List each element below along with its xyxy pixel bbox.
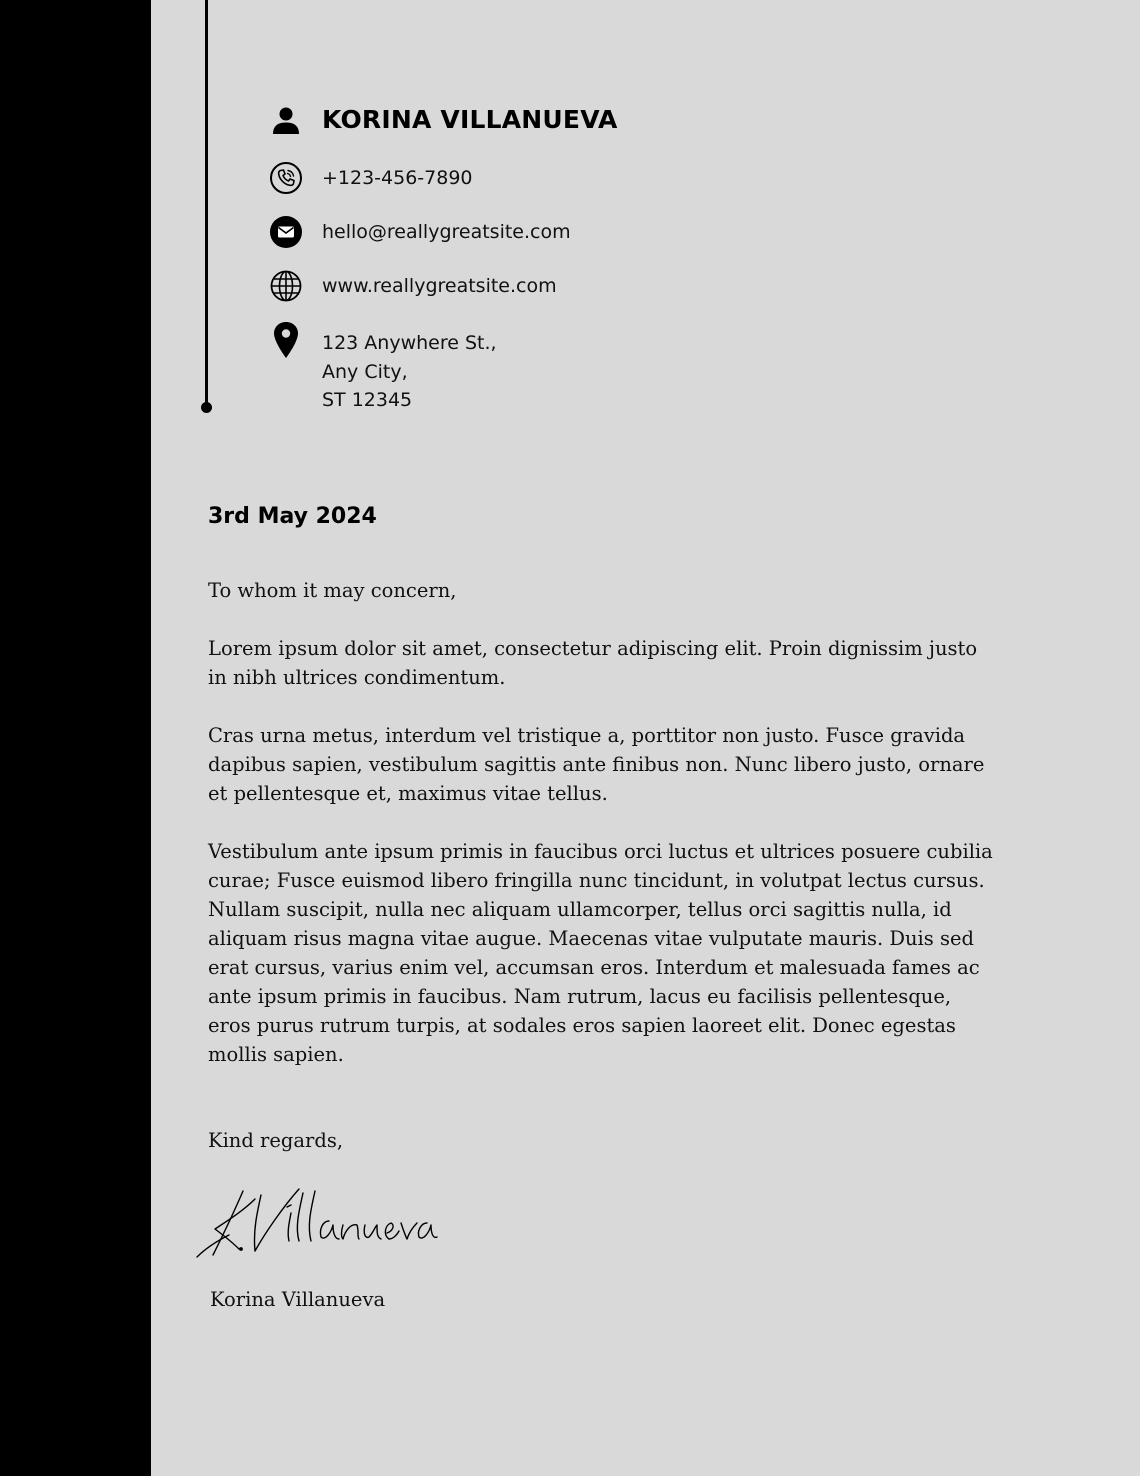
person-icon [268, 102, 304, 138]
paragraph-1: Lorem ipsum dolor sit amet, consectetur adipiscing elit. Proin dignissim justo in nibh ultrices condimentum. [208, 637, 978, 689]
phone-number: +123-456-7890 [322, 167, 473, 189]
website-url: www.reallygreatsite.com [322, 275, 557, 297]
mail-icon [268, 214, 304, 250]
location-pin-icon [268, 322, 304, 358]
closing: Kind regards, [208, 1129, 344, 1152]
contact-name-row [268, 102, 688, 138]
address-line-2: Any City, [322, 360, 408, 383]
sender-name: KORINA VILLANUEVA [322, 105, 618, 134]
contact-email-row [268, 214, 688, 250]
address-line-1: 123 Anywhere St., [322, 332, 497, 354]
paragraph-2: Cras urna metus, interdum vel tristique a, porttitor non justo. Fusce gravida dapibus sapien, vestibulum sagittis ante finibus non. Nunc libero justo, ornare et pellentesque et, maximus vitae tellus. [208, 724, 985, 805]
contact-address-row [268, 322, 688, 415]
salutation: To whom it may concern, [208, 579, 457, 602]
address-block [322, 322, 497, 415]
timeline-dot [201, 402, 212, 413]
contact-phone-row [268, 160, 688, 196]
letter-date: 3rd May 2024 [208, 504, 377, 529]
left-sidebar-bar [0, 0, 151, 1476]
globe-icon [268, 268, 304, 304]
handwritten-signature [195, 1183, 440, 1263]
paragraph-3: Vestibulum ante ipsum primis in faucibus orci luctus et ultrices posuere cubilia curae; Fusce euismod libero fringilla nunc tincidunt, in volutpat lectus cursus. Nullam suscipit, nulla nec aliquam ullamcorper, tellus orci sagittis nulla, id aliquam risus magna vitae augue. Maecenas vitae vulputate mauris. Duis sed erat cursus, varius enim vel, accumsan eros. Interdum et malesuada fames ac ante ipsum primis in faucibus. Nam rutrum, lacus eu facilisis pellentesque, eros purus rutrum turpis, at sodales eros sapien laoreet elit. Donec egestas mollis sapien. [208, 840, 993, 1066]
signer-name: Korina Villanueva [210, 1288, 386, 1311]
contact-website-row [268, 268, 688, 304]
email-address: hello@reallygreatsite.com [322, 221, 571, 243]
address-line-3: ST 12345 [322, 389, 413, 411]
timeline-line [205, 0, 208, 406]
phone-icon [268, 160, 304, 196]
